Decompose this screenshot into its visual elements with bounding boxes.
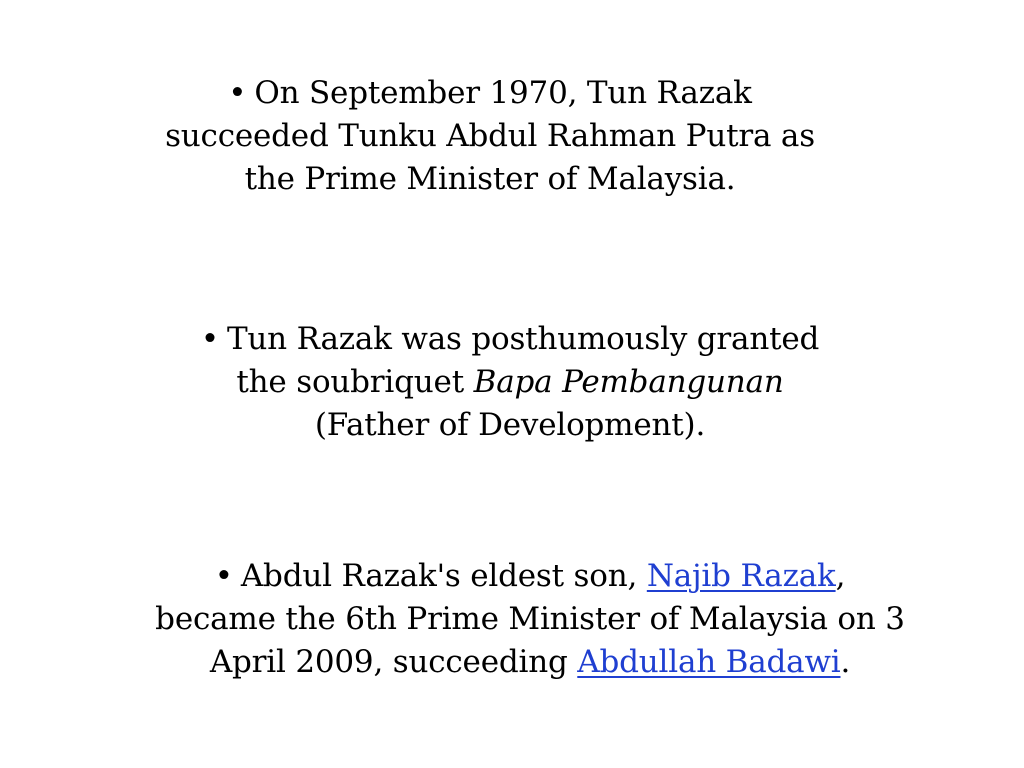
bullet-line: became the 6th Prime Minister of Malaysia on 3 [155,601,905,637]
bullet-text: Tun Razak was posthumously granted [226,321,820,357]
bullet-dot: • [214,558,233,594]
bullet-line: (Father of Development). [314,407,706,443]
italic-soubriquet: Bapa Pembangunan [473,364,784,400]
bullet-line [120,72,860,115]
bullet-line [100,641,960,684]
bullet-line: the Prime Minister of Malaysia. [244,161,736,197]
bullet-text: the soubriquet [236,364,474,400]
link-najib-razak[interactable]: Najib Razak [646,558,836,594]
bullet-eldest-son [100,555,960,684]
bullet-line [140,361,880,404]
bullet-text: , [835,558,846,594]
bullet-text: April 2009, succeeding [209,644,578,680]
bullet-text: Abdul Razak's eldest son, [240,558,647,594]
bullet-line [140,318,880,361]
bullet-line: succeeded Tunku Abdul Rahman Putra as [165,118,815,154]
bullet-text: On September 1970, Tun Razak [254,75,752,111]
link-abdullah-badawi[interactable]: Abdullah Badawi [577,644,841,680]
bullet-line [100,555,960,598]
bullet-september-1970 [120,72,860,201]
bullet-dot: • [200,321,219,357]
bullet-father-of-development [140,318,880,447]
bullet-dot: • [228,75,247,111]
bullet-text: . [840,644,851,680]
